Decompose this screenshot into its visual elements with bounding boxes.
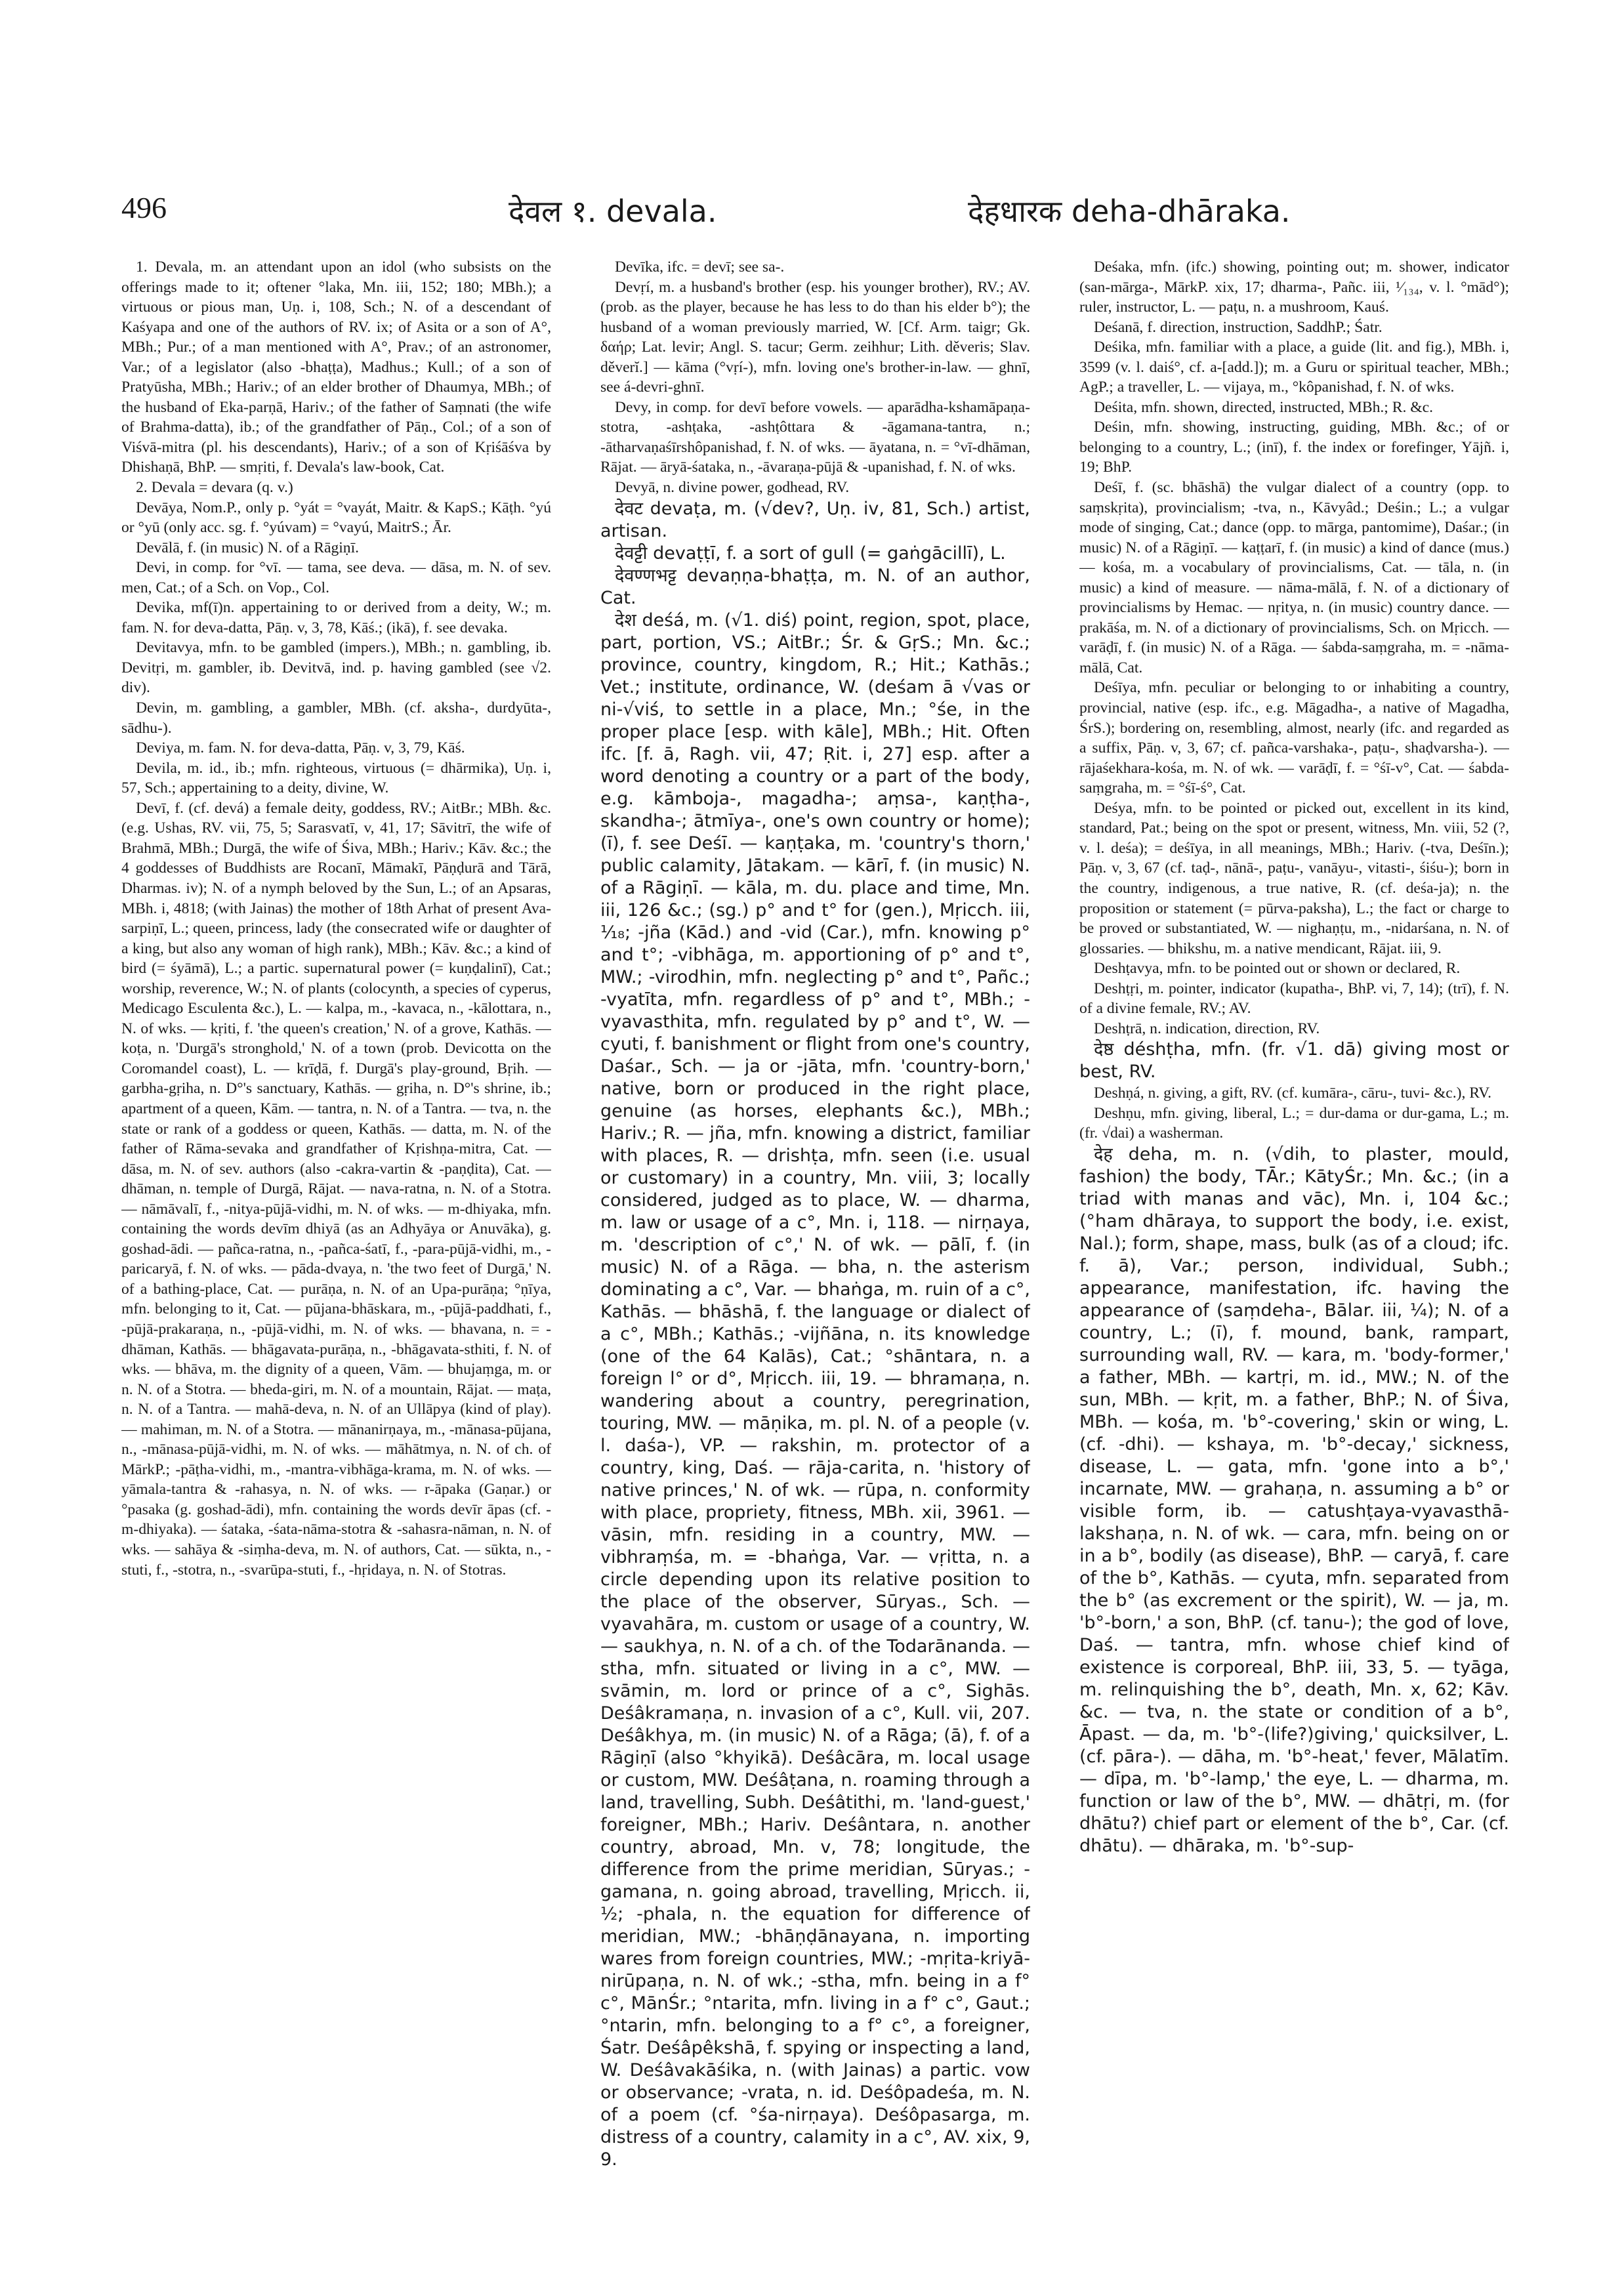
dictionary-entry: Deśanā, f. direction, instruction, SaddhP.; Śatr. (1094, 318, 1383, 336)
dictionary-entry: Deshṭavya, mfn. to be pointed out or shown or declared, R. (1094, 960, 1461, 978)
dictionary-entry: Deshṇá, n. giving, a gift, RV. (cf. kumāra-, cāru-, tuvi- &c.), RV. (1094, 1085, 1492, 1102)
dictionary-entry: देश deśá, m. (√1. diś) point, region, spot, place, part, portion, VS.; AitBr.; Śr. & GṛS.; Mn. &c.; province, country, kingdom, R.; Hit.; Kathās.; Vet.; institute, ordinance, W. (deśam ā √vas or ni-√viś, to settle in a place, Mn.; °śe, in the proper place [esp. with kāle], MBh.; Hit. Often ifc. [f. ā, Ragh. vii, 47; Ṛit. i, 27] esp. after a word denoting a country or a part of the body, e.g. kāmboja-, magadha-; aṃsa-, kaṇṭha-, skandha-; ātmīya-, one's own country or home); (ī), f. see Deśī. — kaṇṭaka, m. 'country's thorn,' public calamity, Jātakam. — kārī, f. (in music) N. of a Rāgiṇī. — kāla, m. du. place and time, Mn. iii, 126 &c.; (sg.) p° and t° for (gen.), Mṛicch. iii, ¹⁄₁₈; -jña (Kād.) and -vid (Car.), mfn. knowing p° and t°; -vibhāga, m. apportioning of p° and t°, MW.; -virodhin, mfn. neglecting p° and t°, Pañc.; -vyatīta, mfn. regardless of p° and t°, MBh.; -vyavasthita, mfn. regulated by p° and t°, W. — cyuti, f. banishment or flight from one's country, Daśar., Sch. — ja or -jāta, mfn. 'country-born,' native, born or produced in the right place, genuine (as horses, elephants &c.), MBh.; Hariv.; R. — jña, mfn. knowing a district, familiar with places, R. — drishṭa, mfn. seen (i.e. usual or customary) in a country, Mn. viii, 3; locally considered, judged as to place, W. — dharma, m. law or usage of a c°, Mn. i, 118. — nirṇaya, m. 'description of c°,' N. of wk. — pālī, f. (in music) N. of a Rāga. — bha, n. the asterism dominating a c°, Var. — bhaṅga, m. ruin of a c°, Kathās. — bhāshā, f. the language or dialect of a c°, MBh.; Kathās.; -vijñāna, n. its knowledge (one of the 64 Kalās), Cat.; °shāntara, n. a foreign l° or d°, Mṛicch. iii, 19. — bhramaṇa, n. wandering about a country, peregrination, touring, MW. — māṇika, m. pl. N. of a people (v. l. daśa-), VP. — rakshin, m. protector of a country, king, Daś. — rāja-carita, n. 'history of native princes,' N. of wk. — rūpa, n. conformity with place, propriety, fitness, MBh. xii, 3961. — vāsin, mfn. residing in a country, MW. — vibhraṃśa, m. = -bhaṅga, Var. — vṛitta, n. a circle depending upon its relative position to the place of the observer, Sūryas., Sch. — vyavahāra, m. custom or usage of a country, W. — saukhya, n. N. of a ch. of the Todarānanda. — stha, mfn. situated or living in a c°, MW. — svāmin, m. lord or prince of a c°, Sighās. Deśâkramaṇa, n. invasion of a c°, Kull. vii, 207. Deśâkhya, m. (in music) N. of a Rāga; (ā), f. of a Rāgiṇī (also °khyikā). Deśâcāra, m. local usage or custom, MW. Deśâṭana, n. roaming through a land, travelling, Subh. Deśâtithi, m. 'land-guest,' foreigner, MBh.; Hariv. Deśântara, n. another country, abroad, Mn. v, 78; longitude, the difference from the prime meridian, Sūryas.; -gamana, n. going abroad, travelling, Mṛicch. ii, ½; -phala, n. the equation for difference of meridian, MW.; -bhāṇḍānayana, n. importing wares from foreign countries, MW.; -mṛita-kriyā-nirūpaṇa, n. N. of wk.; -stha, mfn. being in a f° c°, MānŚr.; °ntarita, mfn. living in a f° c°, Gaut.; °ntarin, mfn. belonging to a f° c°, a foreigner, Śatr. Deśâpêkshā, f. spying or inspecting a land, W. Deśâvakāśika, n. (with Jainas) a partic. vow or observance; -vrata, n. id. Deśôpadeśa, m. N. of a poem (cf. °śa-nirṇaya). Deśôpasarga, m. distress of a country, calamity in a c°, AV. xix, 9, 9. (600, 610, 1030, 2170)
page-header (121, 190, 1503, 230)
dictionary-entry: Deśī, f. (sc. bhāshā) the vulgar dialect of a country (opp. to saṃskṛita), provincialism; -tva, n., Kāvyâd.; Deśin.; L.; a vulgar mode of singing, Cat.; dance (opp. to mārga, pantomime), Daśar.; (in music) N. of a Rāgiṇī. — kaṭṭarī, f. (in music) a kind of dance (mus.) — kośa, m. a vocabulary of provincialisms, Cat. — tāla, n. (in music) a kind of measure. — nāma-mālā, f. N. of a dictionary of provincialisms by Hemac. — nṛitya, n. (in music) country dance. — prakāśa, m. N. of a dictionary of provincialisms, Sch. on Mṛicch. — varāḍī, f. (in music) N. of a Rāga. — śabda-saṃgraha, m. = -nāma-mālā, Cat. (1079, 479, 1509, 676)
dictionary-entry: 1. Devala, m. an attendant upon an idol (who subsists on the offerings made to it; oftener °laka, Mn. iii, 152; 180; MBh.); a virtuous or pious man, Uṇ. i, 108, Sch.; N. of a descendant of Kaśyapa and one of the authors of RV. ix; of Asita or a son of A°, MBh.; Pur.; of a man mentioned with A°, Prav.; of an astronomer, Var.; of a legislator (also -bhaṭṭa), Madhus.; Kull.; of a son of Pratyūsha, MBh.; Hariv.; of an elder brother of Dhaumya, MBh.; of the husband of Eka-parṇā, Hariv.; of the father of Saṃnati (the wife of Brahma-datta), ib.; of the grandfather of Pāṇ., Col.; of a son of Viśvā-mitra (pl. his descendants), Hariv.; of a son of Kṛiśāśva by Dhishaṇā, BhP. — smṛiti, f. Devala's law-book, Cat. (121, 258, 551, 476)
dictionary-entry: Devyā, n. divine power, godhead, RV. (615, 479, 850, 497)
running-head-left: देवल १. devala. (509, 194, 717, 229)
dictionary-entry: Deviya, m. fam. N. for deva-datta, Pāṇ. v, 3, 79, Kāś. (136, 739, 465, 757)
dictionary-entry: 2. Devala = devara (q. v.) (136, 479, 293, 497)
dictionary-entry: देवट devaṭa, m. (√dev?, Uṇ. iv, 81, Sch.) artist, artisan. (600, 498, 1030, 541)
running-head-right: देहधारक deha-dhāraka. (968, 194, 1291, 229)
dictionary-entry: Devālā, f. (in music) N. of a Rāgiṇī. (136, 539, 360, 556)
dictionary-columns (121, 257, 1509, 2245)
page-number: 496 (121, 191, 167, 224)
dictionary-entry: Devika, mf(ī)n. appertaining to or derived from a deity, W.; m. fam. N. for deva-datta, Pāṇ. v, 3, 78, Kāś.; (ikā), f. see devaka. (121, 599, 551, 636)
dictionary-entry: Deśika, mfn. familiar with a place, a guide (lit. and fig.), MBh. i, 3599 (v. l. daiś°, cf. a-[add.]); m. a Guru or spiritual teacher, MBh.; AgP.; a traveller, L. — vijaya, m., °kôpanishad, f. N. of wks. (1079, 339, 1509, 396)
dictionary-entry: देवट्टी devaṭṭī, f. a sort of gull (= gaṅgācillī), L. (615, 543, 1006, 564)
column-2 (600, 257, 1030, 2245)
dictionary-entry: Deśīya, mfn. peculiar or belonging to or inhabiting a country, provincial, native (esp. ifc., e.g. Māgadha-, a native of Magadha, ŚrS.); bordering on, resembling, almost, nearly (ifc. and regarded as a suffix, Pāṇ. v, 3, 67; cf. pañca-varshaka-, paṭu-, shaḍvarsha-). — rājaśekhara-kośa, m. N. of wk. — varāḍī, f. = °śī-v°, Cat. — śabda-saṃgraha, m. = °śī-ś°, Cat. (1079, 679, 1509, 797)
dictionary-entry: Devila, m. id., ib.; mfn. righteous, virtuous (= dhārmika), Uṇ. i, 57, Sch.; appertaining to a deity, divine, W. (121, 759, 551, 797)
column-3 (1079, 257, 1509, 2245)
dictionary-entry: Devitavya, mfn. to be gambled (impers.), MBh.; n. gambling, ib. Devitṛi, m. gambler, ib. Devitvā, ind. p. having gambled (see √2. div). (121, 639, 551, 697)
dictionary-entry: Devāya, Nom.P., only p. °yát = °vayát, Maitr. & KapS.; Kāṭh. °yú or °yū (only acc. sg. f. °yúvam) = °vayú, MaitrS.; Ār. (121, 499, 551, 537)
dictionary-entry: Devy, in comp. for devī before vowels. — aparādha-kshamāpaṇa-stotra, -ashṭaka, -ashṭôttara & -āgamana-tantra, n.; -ātharvaṇaśīrshôpanishad, f. N. of wks. — āyatana, n. = °vī-dhāman, Rājat. — āryā-śataka, n., -āvaraṇa-pūjā & -upanishad, f. N. of wks. (600, 398, 1030, 476)
dictionary-entry: Devin, m. gambling, a gambler, MBh. (cf. aksha-, durdyūta-, sādhu-). (121, 699, 551, 737)
dictionary-entry: Deshṇu, mfn. giving, liberal, L.; = dur-dama or dur-gama, L.; m. (fr. √dai) a washerman. (1079, 1104, 1509, 1142)
dictionary-entry: Deśya, mfn. to be pointed or picked out, excellent in its kind, standard, Pat.; being on the spot or present, witness, Mn. viii, 52 (?, v. l. deśa); = deśīya, in all meanings, MBh.; Hariv. (-tva, Deśīn.); Pāṇ. v, 3, 67 (cf. taḍ-, nānā-, paṭu-, vanāyu-, vitasti-, śiśu-); born in the country, indigenous, a true native, R. (cf. deśa-ja); n. the proposition or statement (= pūrva-paksha), L.; the fact or charge to be proved or substantiated, W. — nighaṇṭu, m., -nidarśana, n. N. of glossaries. — bhikshu, m. a native mendicant, Rājat. iii, 9. (1079, 799, 1509, 957)
dictionary-entry: Deśin, mfn. showing, instructing, guiding, MBh. &c.; of or belonging to a country, L.; (inī), f. the index or forefinger, Yājñ. i, 19; BhP. (1079, 419, 1509, 476)
dictionary-entry: Deśaka, mfn. (ifc.) showing, pointing out; m. shower, indicator (san-mārga-, MārkP. xix, 17; dharma-, Pañc. iii, ¹⁄₁₃₄, v. l. °mād°); ruler, instructor, L. — paṭu, n. a mushroom, Kauś. (1079, 258, 1509, 316)
column-1 (121, 257, 551, 2245)
dictionary-entry: Deśita, mfn. shown, directed, instructed, MBh.; R. &c. (1094, 398, 1434, 416)
dictionary-entry: Devṛí, m. a husband's brother (esp. his younger brother), RV.; AV. (prob. as the player, because he has less to do than his elder b°); the husband of a woman previously married, W. [Cf. Arm. taigr; Gk. δαήρ; Lat. levir; Angl. S. tacur; Germ. zeihhur; Lith. děveris; Slav. děverĭ.] — kāma (°vṛí-), mfn. loving one's brother-in-law. — ghnī, see á-devri-ghnī. (600, 278, 1030, 396)
dictionary-entry: Deshṭṛi, m. pointer, indicator (kupatha-, BhP. vi, 7, 14); (trī), f. N. of a divine female, RV.; AV. (1079, 980, 1509, 1018)
dictionary-entry: Devi, in comp. for °vī. — tama, see deva. — dāsa, m. N. of sev. men, Cat.; of a Sch. on Vop., Col. (121, 559, 551, 596)
dictionary-entry: Devīka, ifc. = devī; see sa-. (615, 258, 785, 276)
dictionary-entry: देह deha, m. n. (√dih, to plaster, mould, fashion) the body, TĀr.; KātyŚr.; Mn. &c.; (in a triad with manas and vāc), Mn. i, 104 &c.; (°ham dhāraya, to support the body, i.e. exist, Nal.); form, shape, mass, bulk (as of a cloud; ifc. f. ā), Var.; person, individual, Subh.; appearance, manifestation, ifc. having the appearance of (saṃdeha-, Bālar. iii, ¼); N. of a country, L.; (ī), f. mound, bank, rampart, surrounding wall, RV. — kara, m. 'body-former,' a father, MBh. — kartṛi, m. id., MW.; N. of the sun, MBh. — kṛit, m. a father, BhP.; N. of Śiva, MBh. — kośa, m. 'b°-covering,' skin or wing, L. (cf. -dhi). — kshaya, m. 'b°-decay,' sickness, disease, L. — gata, mfn. 'gone into a b°,' incarnate, MW. — grahaṇa, n. assuming a b° or visible form, ib. — catushṭaya-vyavasthā-lakshaṇa, n. N. of wk. — cara, mfn. being on or in a b°, bodily (as disease), BhP. — caryā, f. care of the b°, Kathās. — cyuta, mfn. separated from the b° (as excrement or the spirit), W. — ja, m. 'b°-born,' a son, BhP. (cf. tanu-); the god of love, Daś. — tantra, mfn. whose chief kind of existence is corporeal, BhP. iii, 33, 5. — tyāga, m. relinquishing the b°, death, Mn. x, 62; Kāv. &c. — tva, n. the state or condition of a b°, Āpast. — da, m. 'b°-(life?)giving,' quicksilver, L. (cf. pāra-). — dāha, m. 'b°-heat,' fever, Mālatīm. — dīpa, m. 'b°-lamp,' the eye, L. — dharma, m. function or law of the b°, MW. — dhātṛi, m. (for dhātu?) chief part or element of the b°, Car. (cf. dhātu). — dhāraka, m. 'b°-sup- (1079, 1144, 1509, 1856)
dictionary-entry: देष्ठ déshṭha, mfn. (fr. √1. dā) giving most or best, RV. (1079, 1039, 1509, 1083)
dictionary-entry: Deshṭrā, n. indication, direction, RV. (1094, 1020, 1320, 1037)
dictionary-entry: Devī, f. (cf. devá) a female deity, goddess, RV.; AitBr.; MBh. &c. (e.g. Ushas, RV. vii, 75, 5; Sarasvatī, v, 41, 17; Sāvitrī, the wife of Brahmā, MBh.; Durgā, the wife of Śiva, MBh.; Hariv.; Kāv. &c.; the 4 goddesses of Buddhists are Rocanī, Māmakī, Pāṇḍurā and Tārā, Dharmas. iv); N. of a nymph beloved by the Sun, L.; of an Apsaras, MBh. i, 4818; (with Jainas) the mother of 18th Arhat of present Ava-sarpiṇī, L.; queen, princess, lady (the consecrated wife or daughter of a king, but also any woman of high rank), MBh.; Kāv. &c.; a kind of bird (= śyāmā), L.; a partic. supernatural power (= kuṇḍalinī), Cat.; worship, reverence, W.; N. of plants (colocynth, a species of cyperus, Medicago Esculenta &c.), L. — kalpa, m., -kavaca, n., -kālottara, n., N. of wks. — kṛiti, f. 'the queen's creation,' N. of a grove, Kathās. — koṭa, n. 'Durgā's stronghold,' N. of a town (prob. Devicotta on the Coromandel coast), L. — krīḍā, f. Durgā's play-ground, Bṛih. — garbha-gṛiha, n. D°'s sanctuary, Kathās. — gṛiha, n. D°'s shrine, ib.; apartment of a queen, Kām. — tantra, n. N. of a Tantra. — tva, n. the state or rank of a goddess or queen, Kathās. — datta, m. N. of the father of Rāma-sevaka and grandfather of Kṛishṇa-mitra, Cat. — dāsa, m. N. of sev. authors (also -cakra-vartin & -paṇḍita), Cat. — dhāman, n. temple of Durgā, Rājat. — nava-ratna, n. N. of a Stotra. — nāmāvalī, f., -nitya-pūjā-vidhi, m. N. of wks. — m-dhiyaka, mfn. containing the words devīm dhiyā (as an Adhyāya or Anuvāka), g. goshad-ādi. — pañca-ratna, n., -pañca-śatī, f., -para-pūjā-vidhi, m., -paricaryā, f. N. of wks. — pāda-dvaya, n. 'the two feet of Durgā,' N. of a bathing-place, Cat. — purāṇa, n. N. of an Upa-purāṇa; °ṇīya, mfn. belonging to it, Cat. — pūjana-bhāskara, m., -pūjā-paddhati, f., -pūjā-prakaraṇa, n., -pūjā-vidhi, m. N. of wks. — bhavana, n. = -dhāman, Kathās. — bhāgavata-purāṇa, n., -bhāgavata-sthiti, f. N. of wks. — bhāva, m. the dignity of a queen, Vām. — bhujaṃga, m. or n. N. of a Stotra. — bheda-giri, m. N. of a mountain, Rājat. — maṭa, n. N. of a Tantra. — mahā-deva, n. N. of an Ullāpya (kind of play). — mahiman, m. N. of a Stotra. — mānanirṇaya, m., -mānasa-pūjana, n., -mānasa-pūjā-vidhi, m. N. of wks. — māhātmya, n. N. of ch. of MārkP.; -pāṭha-vidhi, m., -mantra-vibhāga-krama, m. N. of wks. — yāmala-tantra & -rahasya, n. N. of wks. — r-āpaka (Gaṇar.) or °pasaka (g. goshad-ādi), mfn. containing the words devīr āpas (cf. -m-dhiyaka). — śataka, -śata-nāma-stotra & -sahasra-nāman, n. N. of wks. — sahāya & -siṃha-deva, m. N. of authors, Cat. — sūkta, n., -stuti, f., -stotra, n., -svarūpa-stuti, f., -hṛidaya, n. N. of Stotras. (121, 799, 551, 1579)
dictionary-entry: देवण्णभट्ट devaṇṇa-bhaṭṭa, m. N. of an author, Cat. (600, 565, 1030, 608)
